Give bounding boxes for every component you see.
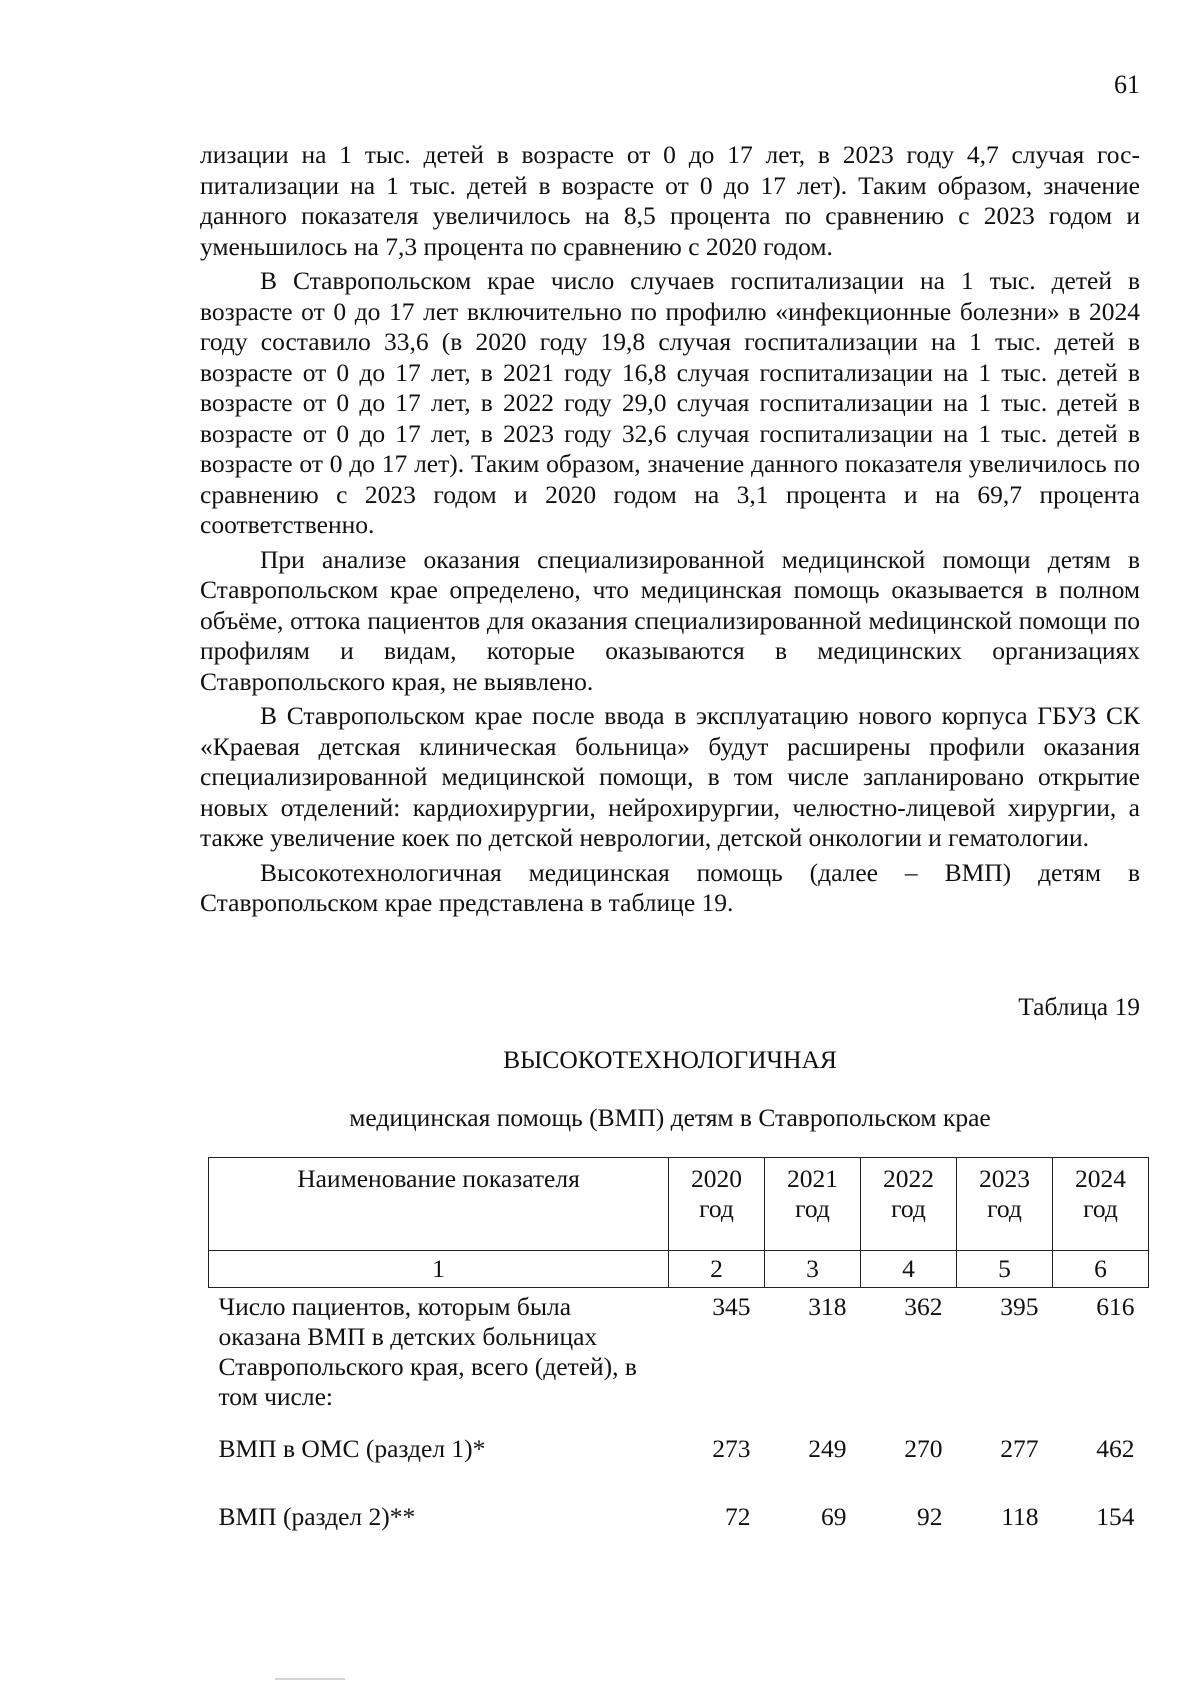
- column-number: 3: [765, 1251, 861, 1288]
- row-label: ВМП в ОМС (раздел 1)*: [218, 1434, 486, 1463]
- column-header-2023: 2023 год: [957, 1158, 1053, 1251]
- table-header-row: [209, 1158, 1149, 1251]
- paragraph: Высокотехнологичная медицинская помощь (далее – ВМП) детям в Ставропольском крае представлена в таблице 19.: [200, 857, 1140, 917]
- cell-value: 270: [904, 1434, 943, 1463]
- scan-artifact: [275, 1678, 345, 1680]
- column-number: 4: [861, 1251, 957, 1288]
- paragraph: При анализе оказания специализированной медицинской помощи детям в Ставропольском крае определено, что медицинская помощь оказывается в полном объёме, оттока пациентов для оказания специализированной меdицинской помощи по профилям и видам, которые оказываются в медицинских организациях Ставропольского края, не выявлено.: [200, 544, 1140, 696]
- table-subtitle: медицинская помощь (ВМП) детям в Ставропольском крае: [349, 1103, 991, 1132]
- paragraph: В Ставропольском крае после ввода в эксплуатацию нового корпуса ГБУЗ СК «Краевая детская клиническая больница» будут расширены профили оказания специализированной медицинской помощи, в том числе запланировано открытие новых отделений: кардиохирургии, нейрохирургии, челюстно-лицевой хирургии, а также увеличение коек по детской неврологии, детской онкологии и гематологии.: [200, 701, 1140, 852]
- cell-value: 154: [1096, 1502, 1135, 1531]
- cell-value: 462: [1096, 1434, 1135, 1463]
- table-row: [209, 1426, 1149, 1494]
- cell-value: 249: [808, 1434, 847, 1463]
- cell-value: 345: [712, 1292, 751, 1321]
- column-header-2021: 2021 год: [765, 1158, 861, 1251]
- cell-value: 362: [904, 1292, 943, 1321]
- table-label: Таблица 19: [1018, 992, 1140, 1021]
- cell-value: 395: [1000, 1292, 1039, 1321]
- paragraph: В Ставропольском крае число случаев госпитализации на 1 тыс. детей в возрасте от 0 до 17 лет включительно по профилю «инфекционные болезни» в 2024 году составило 33,6 (в 2020 году 19,8 случая госпитализации на 1 тыс. детей в возрасте от 0 до 17 лет, в 2021 году 16,8 случая госпитализации на 1 тыс. детей в возрасте от 0 до 17 лет, в 2022 году 29,0 случая госпитализации на 1 тыс. детей в возрасте от 0 до 17 лет, в 2023 году 32,6 случая госпитализации на 1 тыс. детей в возрасте от 0 до 17 лет). Таким образом, значение данного показателя увеличилось по сравнению с 2023 годом и 2020 годом на 3,1 процента и на 69,7 процента соответственно.: [200, 266, 1140, 539]
- cell-value: 318: [808, 1292, 847, 1321]
- vmp-table: [208, 1157, 1149, 1546]
- column-number: 1: [209, 1251, 669, 1288]
- page-number: 61: [1114, 70, 1140, 99]
- column-number: 6: [1053, 1251, 1149, 1288]
- column-header-2020: 2020 год: [669, 1158, 765, 1251]
- cell-value: 118: [1001, 1502, 1039, 1531]
- cell-value: 69: [821, 1502, 847, 1531]
- column-number-row: [209, 1251, 1149, 1288]
- column-number: 2: [669, 1251, 765, 1288]
- column-header-indicator: Наименование показателя: [209, 1158, 669, 1251]
- row-label: Число пациентов, которым была оказана ВМП в детских больницах Ставропольского края, всего (детей), в том числе:: [218, 1292, 637, 1411]
- table-row: [209, 1288, 1149, 1427]
- paragraph: лизации на 1 тыс. детей в возрасте от 0 до 17 лет, в 2023 году 4,7 случая госпитализации на 1 тыс. детей в возрасте от 0 до 17 лет). Таким образом, значение данного показателя увеличилось на 8,5 процента по сравнению с 2023 годом и уменьшилось на 7,3 процента по сравнению с 2020 годом.: [200, 140, 1140, 261]
- column-number: 5: [957, 1251, 1053, 1288]
- column-header-2024: 2024 год: [1053, 1158, 1149, 1251]
- body-text: [200, 140, 1140, 923]
- cell-value: 277: [1000, 1434, 1039, 1463]
- column-header-2022: 2022 год: [861, 1158, 957, 1251]
- cell-value: 616: [1096, 1292, 1135, 1321]
- cell-value: 72: [725, 1502, 751, 1531]
- row-label: ВМП (раздел 2)**: [218, 1502, 416, 1531]
- table-row: [209, 1494, 1149, 1546]
- cell-value: 273: [712, 1434, 751, 1463]
- cell-value: 92: [917, 1502, 943, 1531]
- table-title: ВЫСОКОТЕХНОЛОГИЧНАЯ: [503, 1045, 837, 1074]
- vmp-table-container: [208, 1157, 1148, 1546]
